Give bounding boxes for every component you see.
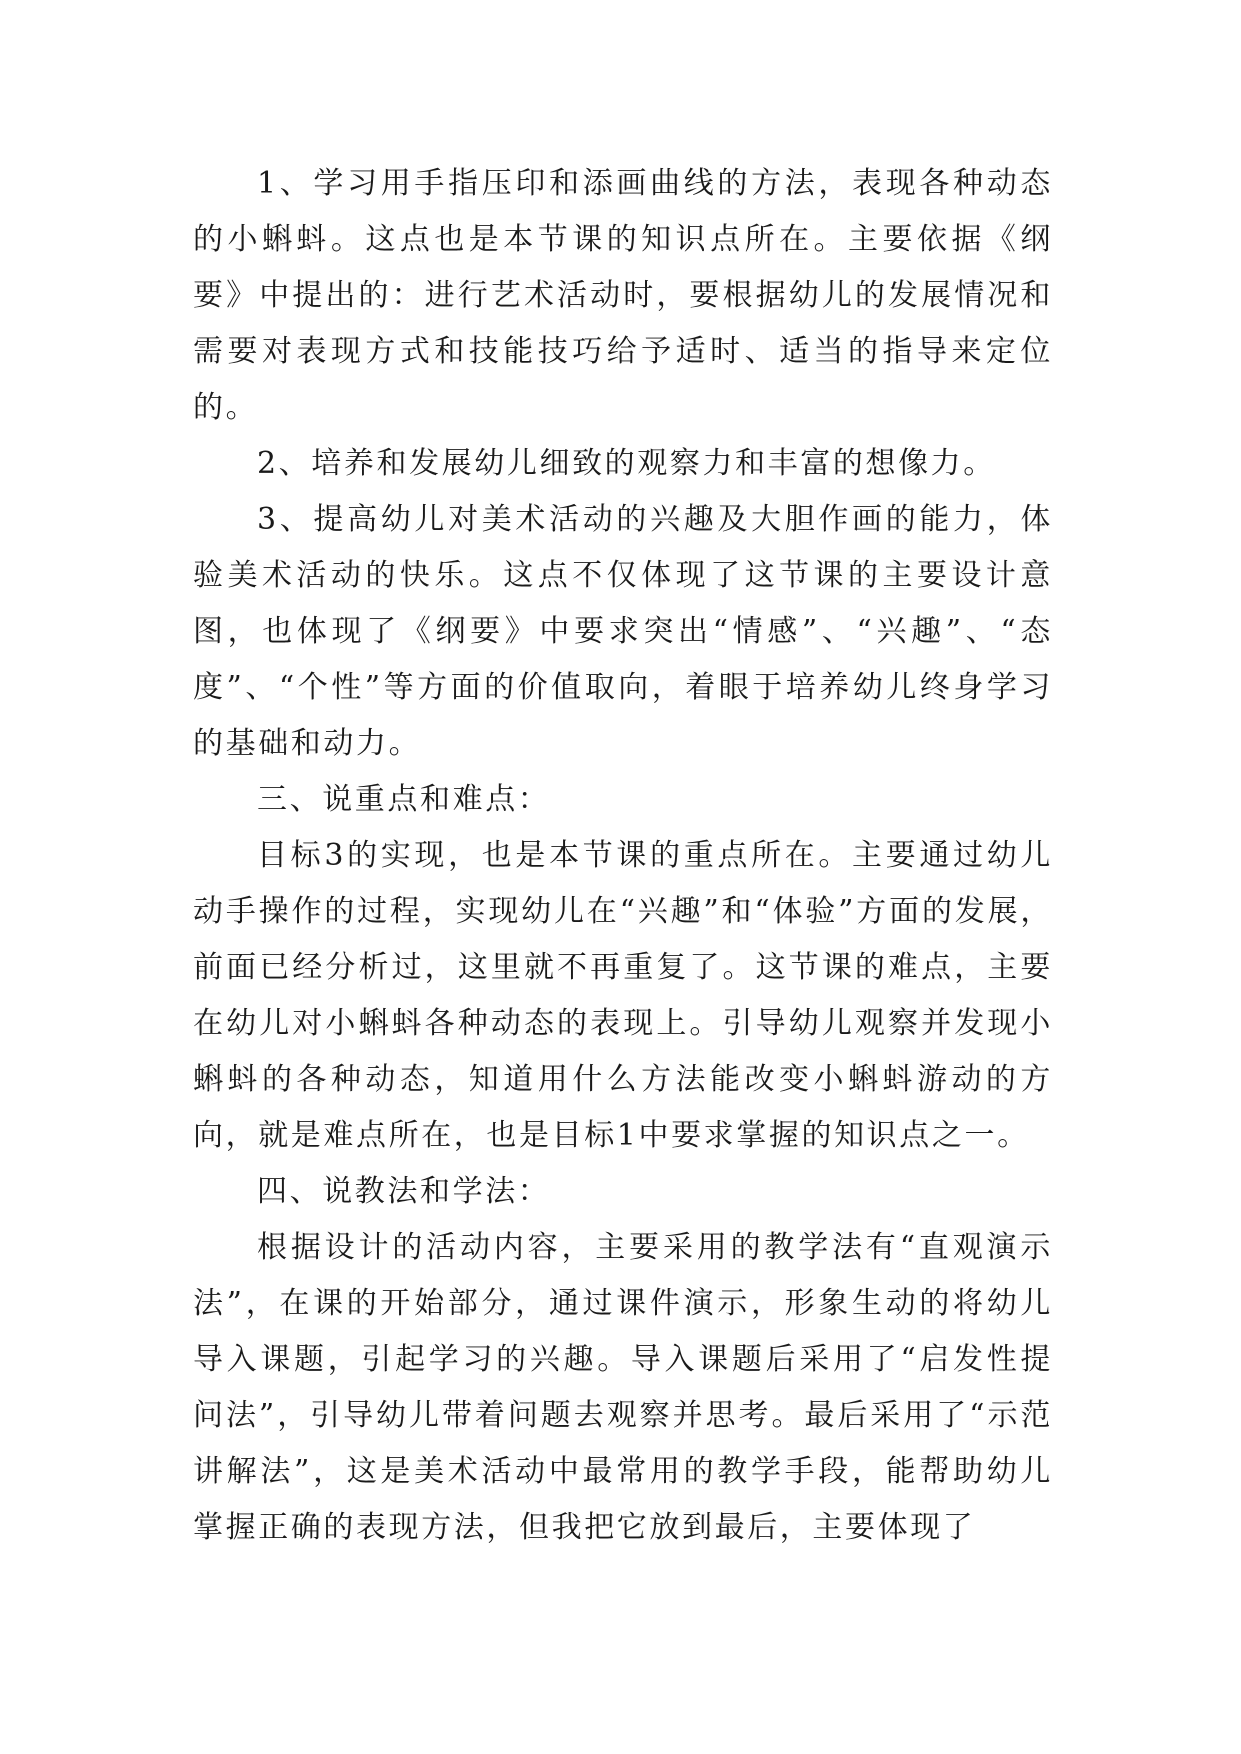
goal-1-paragraph: 1、学习用手指压印和添画曲线的方法，表现各种动态的小蝌蚪。这点也是本节课的知识点所在。主要依据《纲要》中提出的：进行艺术活动时，要根据幼儿的发展情况和需要对表现方式和技能技巧给予适时、适当的指导来定位的。	[193, 166, 1053, 425]
key-points-paragraph: 目标3的实现，也是本节课的重点所在。主要通过幼儿动手操作的过程，实现幼儿在“兴趣”和“体验”方面的发展，前面已经分析过，这里就不再重复了。这节课的难点，主要在幼儿对小蝌蚪各种动态的表现上。引导幼儿观察并发现小蝌蚪的各种动态，知道用什么方法能改变小蝌蚪游动的方向，就是难点所在，也是目标1中要求掌握的知识点之一。	[193, 838, 1053, 1153]
section-heading-methods: 四、说教法和学法：	[257, 1174, 551, 1209]
section-heading-key-points: 三、说重点和难点：	[257, 782, 551, 817]
document-page	[193, 156, 1053, 1556]
goal-3-paragraph: 3、提高幼儿对美术活动的兴趣及大胆作画的能力，体验美术活动的快乐。这点不仅体现了这节课的主要设计意图，也体现了《纲要》中要求突出“情感”、“兴趣”、“态度”、“个性”等方面的价值取向，着眼于培养幼儿终身学习的基础和动力。	[193, 502, 1053, 761]
methods-paragraph: 根据设计的活动内容，主要采用的教学法有“直观演示法”，在课的开始部分，通过课件演示，形象生动的将幼儿导入课题，引起学习的兴趣。导入课题后采用了“启发性提问法”，引导幼儿带着问题去观察并思考。最后采用了“示范讲解法”，这是美术活动中最常用的教学手段，能帮助幼儿掌握正确的表现方法，但我把它放到最后，主要体现了	[193, 1230, 1053, 1545]
goal-2-paragraph: 2、培养和发展幼儿细致的观察力和丰富的想像力。	[257, 446, 996, 481]
